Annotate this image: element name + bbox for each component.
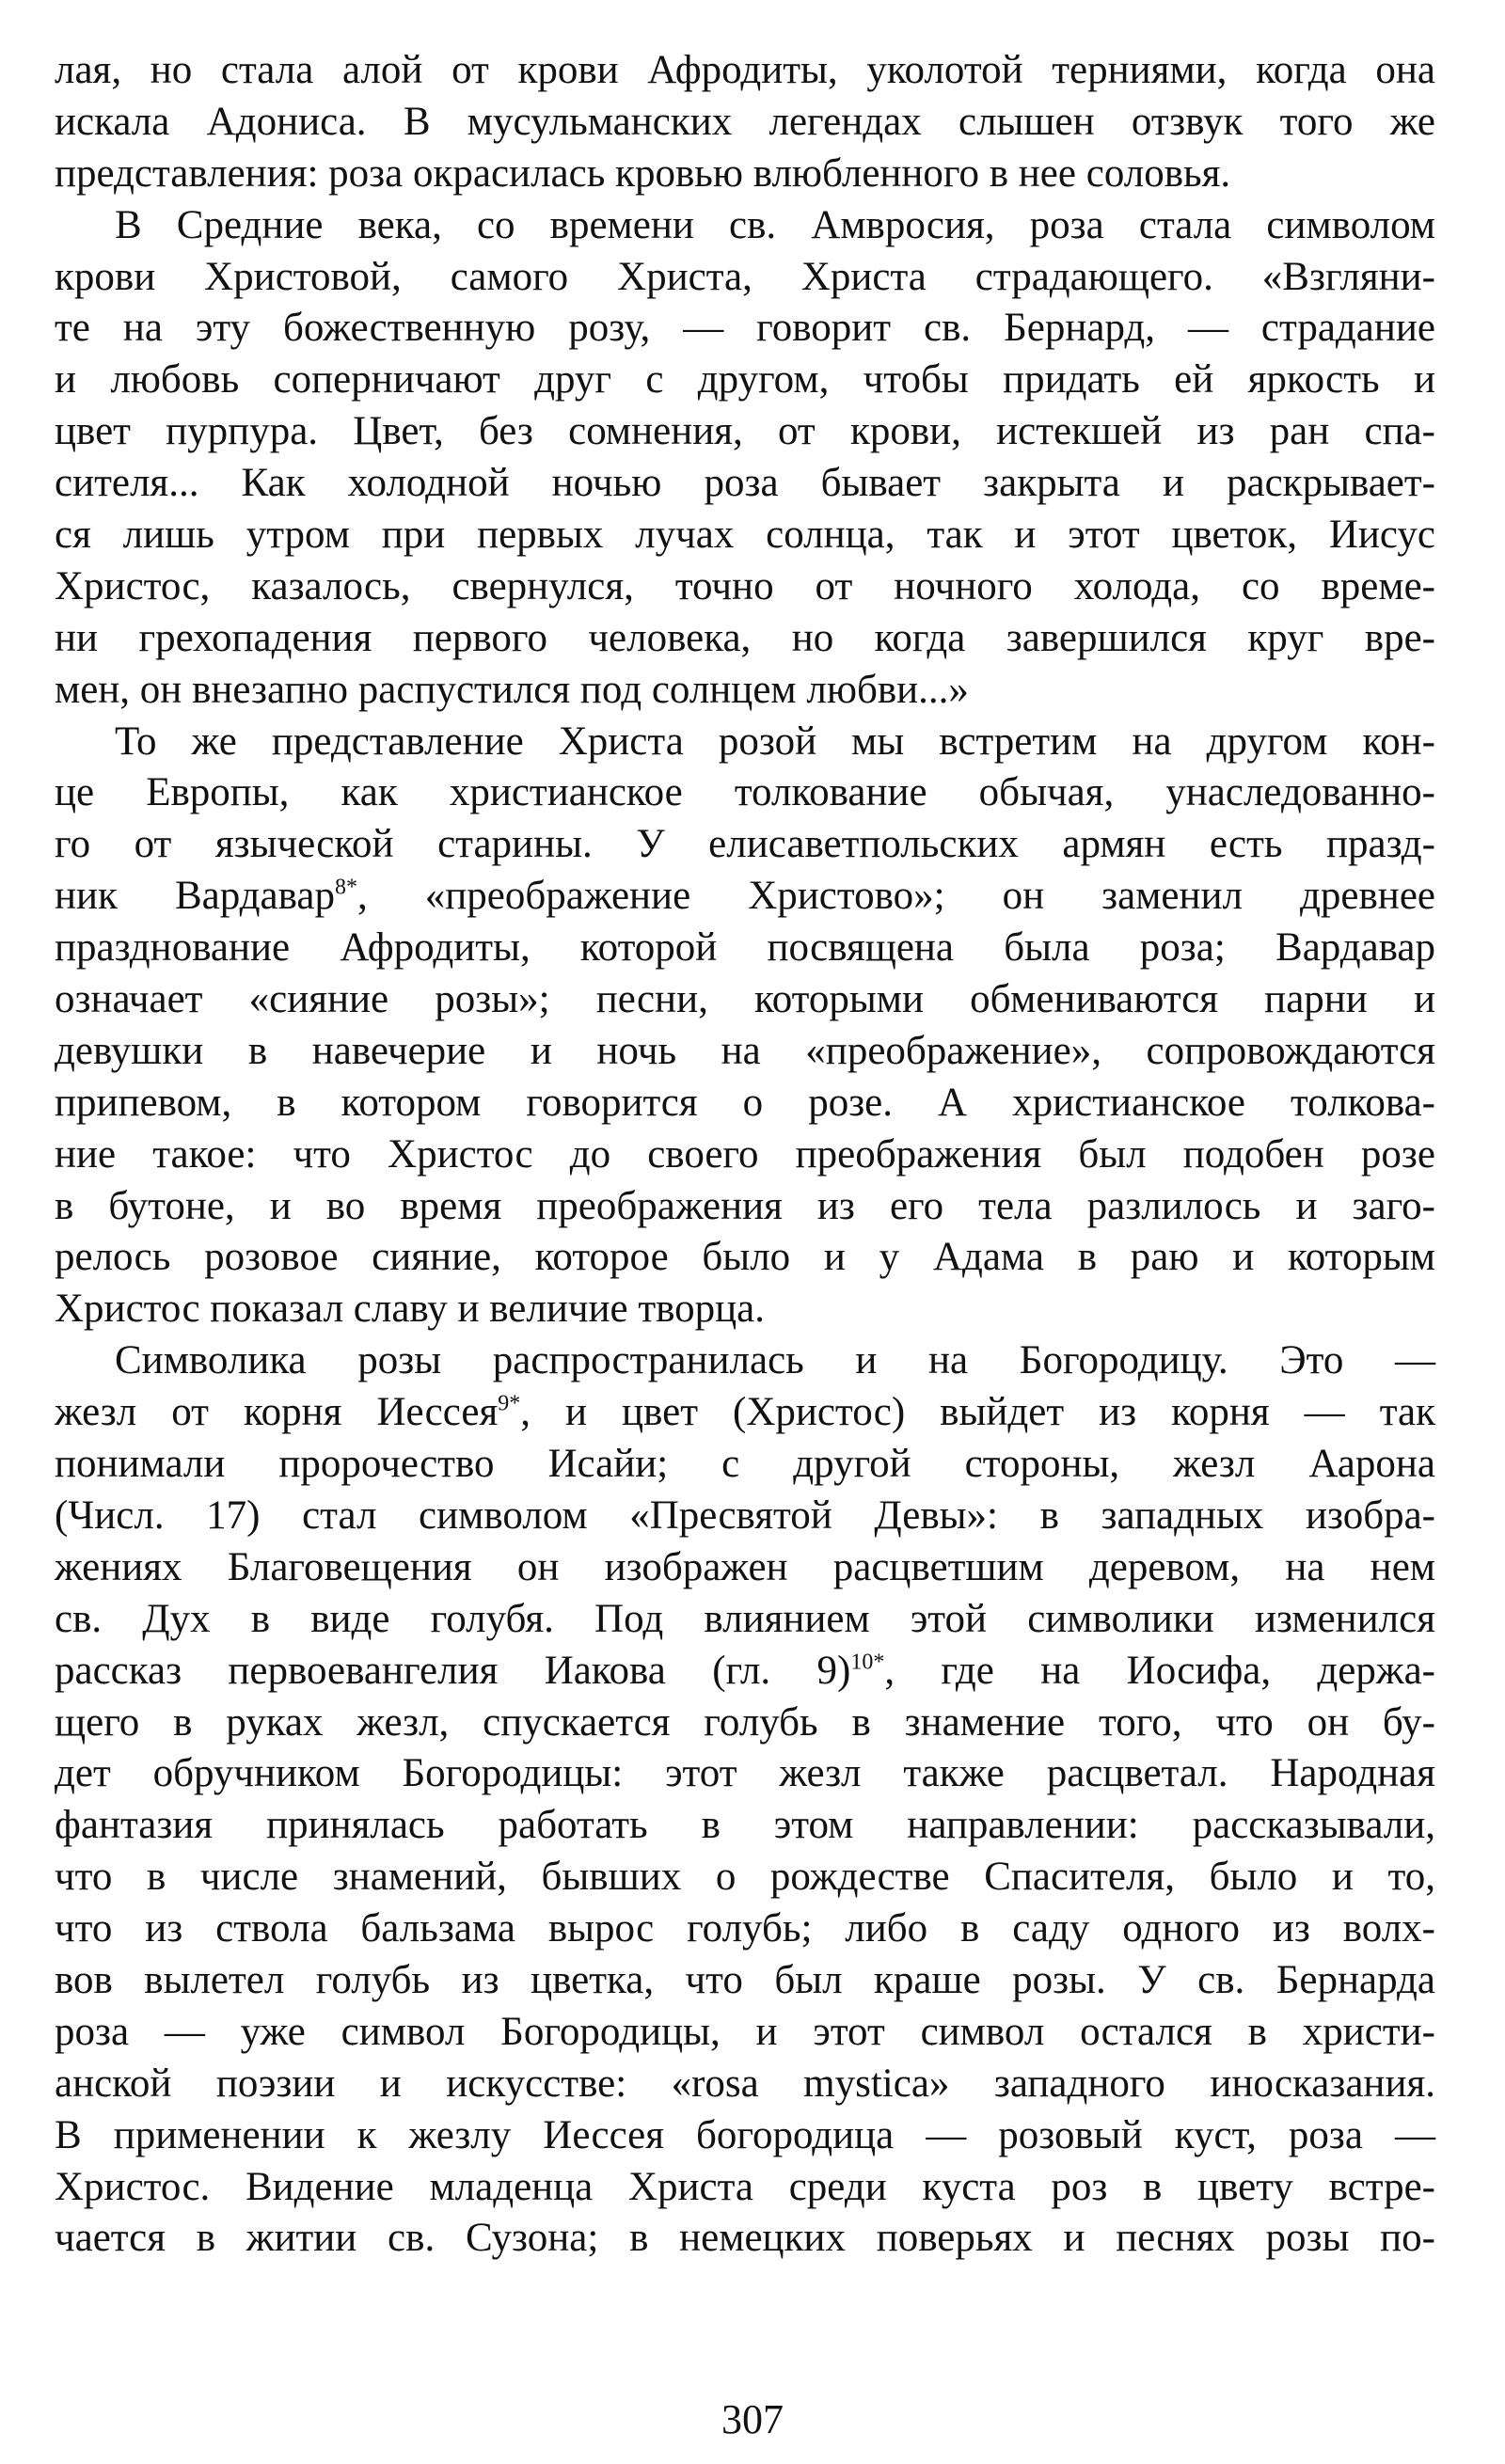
text-line xyxy=(55,1284,1435,1335)
text-line-content: представления: роза окрасилась кровью влюбленного в нее соловья. xyxy=(55,150,1231,196)
text-line-content: дет обручником Богородицы: этот жезл также расцветал. Народная xyxy=(55,1751,1435,1796)
text-line-content: Символика розы распространилась и на Богородицу. Это — xyxy=(115,1338,1435,1383)
text-line-content: крови Христовой, самого Христа, Христа страдающего. «Взгляни- xyxy=(55,254,1435,299)
text-line xyxy=(55,45,1435,97)
text-line xyxy=(55,1026,1435,1078)
text-line xyxy=(55,1698,1435,1749)
text-line xyxy=(55,1335,1435,1387)
text-line xyxy=(55,458,1435,510)
text-line xyxy=(55,1129,1435,1181)
text-line-content: То же представление Христа розой мы встретим на другом кон- xyxy=(115,719,1435,764)
text-line-content: жезл от корня Иессея xyxy=(55,1390,499,1435)
text-line xyxy=(55,1594,1435,1646)
text-line-content: празднование Афродиты, которой посвящена была роза; Вардавар xyxy=(55,925,1435,971)
text-line xyxy=(55,200,1435,252)
text-line-content: ние такое: что Христос до своего преображения был подобен розе xyxy=(55,1131,1435,1177)
text-line xyxy=(55,1903,1435,1955)
text-line-content: В Средние века, со времени св. Амвросия, роза стала символом xyxy=(115,202,1435,247)
text-line xyxy=(55,252,1435,304)
text-line xyxy=(55,665,1435,717)
text-line xyxy=(55,97,1435,149)
text-line-content: ник Вардавар xyxy=(55,874,335,919)
text-line xyxy=(55,1491,1435,1542)
text-line-content: (Числ. 17) стал символом «Пресвятой Девы»: в западных изобра- xyxy=(55,1493,1435,1538)
text-line-content: анской поэзии и искусстве: «rosa mystica» западного иносказания. xyxy=(55,2061,1435,2106)
text-line-content: релось розовое сияние, которое было и у Адама в раю и которым xyxy=(55,1235,1435,1280)
text-line-content: девушки в навечерие и ночь на «преображение», сопровождаются xyxy=(55,1028,1435,1073)
text-line xyxy=(55,2110,1435,2162)
text-line xyxy=(55,1181,1435,1233)
text-line-content: рассказ первоевангелия Иакова (гл. 9) xyxy=(55,1648,851,1693)
text-line xyxy=(55,2213,1435,2265)
text-line-content: щего в руках жезл, спускается голубь в знамение того, что он бу- xyxy=(55,1699,1435,1745)
text-line xyxy=(55,510,1435,561)
text-line xyxy=(55,1748,1435,1800)
text-line xyxy=(55,561,1435,613)
text-line-content: те на эту божественную розу, — говорит св. Бернард, — страдание xyxy=(55,306,1435,351)
page-body xyxy=(55,45,1435,2265)
text-line xyxy=(55,355,1435,406)
text-line-content: вов вылетел голубь из цветка, что был краше розы. У св. Бернарда xyxy=(55,1957,1435,2002)
text-line-content: понимали пророчество Исайи; с другой стороны, жезл Аарона xyxy=(55,1442,1435,1487)
text-line-continuation: , и цвет (Христос) выйдет из корня — так xyxy=(520,1390,1435,1435)
text-line xyxy=(55,303,1435,355)
footnote-marker: 9* xyxy=(498,1391,521,1416)
text-line-content: лая, но стала алой от крови Афродиты, уколотой терниями, когда она xyxy=(55,48,1435,92)
page-number: 307 xyxy=(721,2396,784,2442)
text-line xyxy=(55,1439,1435,1491)
text-line-content: цвет пурпура. Цвет, без сомнения, от крови, истекшей из ран спа- xyxy=(55,409,1435,454)
text-line xyxy=(55,819,1435,871)
text-line-content: Христос, казалось, свернулся, точно от ночного холода, со време- xyxy=(55,563,1435,608)
text-line xyxy=(55,767,1435,819)
text-line-content: фантазия принялась работать в этом направлении: рассказывали, xyxy=(55,1803,1435,1848)
text-line xyxy=(55,923,1435,974)
text-line-continuation: , «преображение Христово»; он заменил древнее xyxy=(356,874,1435,919)
text-line xyxy=(55,613,1435,665)
text-line-content: жениях Благовещения он изображен расцветшим деревом, на нем xyxy=(55,1544,1435,1589)
text-line-content: Христос. Видение младенца Христа среди куста роз в цвету встре- xyxy=(55,2164,1435,2209)
text-line xyxy=(55,974,1435,1026)
text-line xyxy=(55,1542,1435,1594)
text-line xyxy=(55,1852,1435,1903)
text-line xyxy=(55,1078,1435,1129)
text-line-content: мен, он внезапно распустился под солнцем любви...» xyxy=(55,667,969,712)
text-line-content: что из ствола бальзама вырос голубь; либо в саду одного из волх- xyxy=(55,1906,1435,1951)
text-line-content: в бутоне, и во время преображения из его тела разлилось и заго- xyxy=(55,1183,1435,1228)
text-line-content: го от языческой старины. У елисаветпольских армян есть празд- xyxy=(55,822,1435,867)
text-line-content: чается в житии св. Сузона; в немецких поверьях и песнях розы по- xyxy=(55,2216,1435,2261)
text-line xyxy=(55,2059,1435,2110)
text-line xyxy=(55,406,1435,458)
text-line xyxy=(55,1232,1435,1284)
text-line-content: Христос показал славу и величие творца. xyxy=(55,1287,765,1332)
text-line-content: роза — уже символ Богородицы, и этот символ остался в христи- xyxy=(55,2009,1435,2054)
text-line-content: припевом, в котором говорится о розе. А христианское толкова- xyxy=(55,1080,1435,1125)
text-line-content: св. Дух в виде голубя. Под влиянием этой символики изменился xyxy=(55,1596,1435,1641)
text-line xyxy=(55,1800,1435,1852)
text-line xyxy=(55,2007,1435,2059)
text-line-content: означает «сияние розы»; песни, которыми обмениваются парни и xyxy=(55,977,1435,1022)
text-line-continuation: , где на Иосифа, держа- xyxy=(884,1648,1435,1693)
text-line xyxy=(55,1646,1435,1698)
text-line xyxy=(55,1955,1435,2007)
text-line xyxy=(55,149,1435,200)
text-line xyxy=(55,871,1435,923)
text-line-content: ся лишь утром при первых лучах солнца, так и этот цветок, Иисус xyxy=(55,513,1435,558)
text-line-content: В применении к жезлу Иессея богородица — розовый куст, роза — xyxy=(55,2112,1435,2157)
footnote-marker: 10* xyxy=(850,1650,885,1675)
text-line-content: ни грехопадения первого человека, но когда завершился круг вре- xyxy=(55,615,1435,660)
text-line xyxy=(55,2162,1435,2214)
text-line-content: це Европы, как христианское толкование обычая, унаследованно- xyxy=(55,770,1435,815)
text-line xyxy=(55,1387,1435,1439)
text-line xyxy=(55,717,1435,768)
text-line-content: искала Адониса. В мусульманских легендах слышен отзвук того же xyxy=(55,99,1435,144)
footnote-marker: 8* xyxy=(334,875,357,900)
text-line-content: сителя... Как холодной ночью роза бывает закрыта и раскрывает- xyxy=(55,461,1435,506)
text-line-content: и любовь соперничают друг с другом, чтобы придать ей яркость и xyxy=(55,357,1435,403)
text-line-content: что в числе знамений, бывших о рождестве Спасителя, было и то, xyxy=(55,1855,1435,1900)
